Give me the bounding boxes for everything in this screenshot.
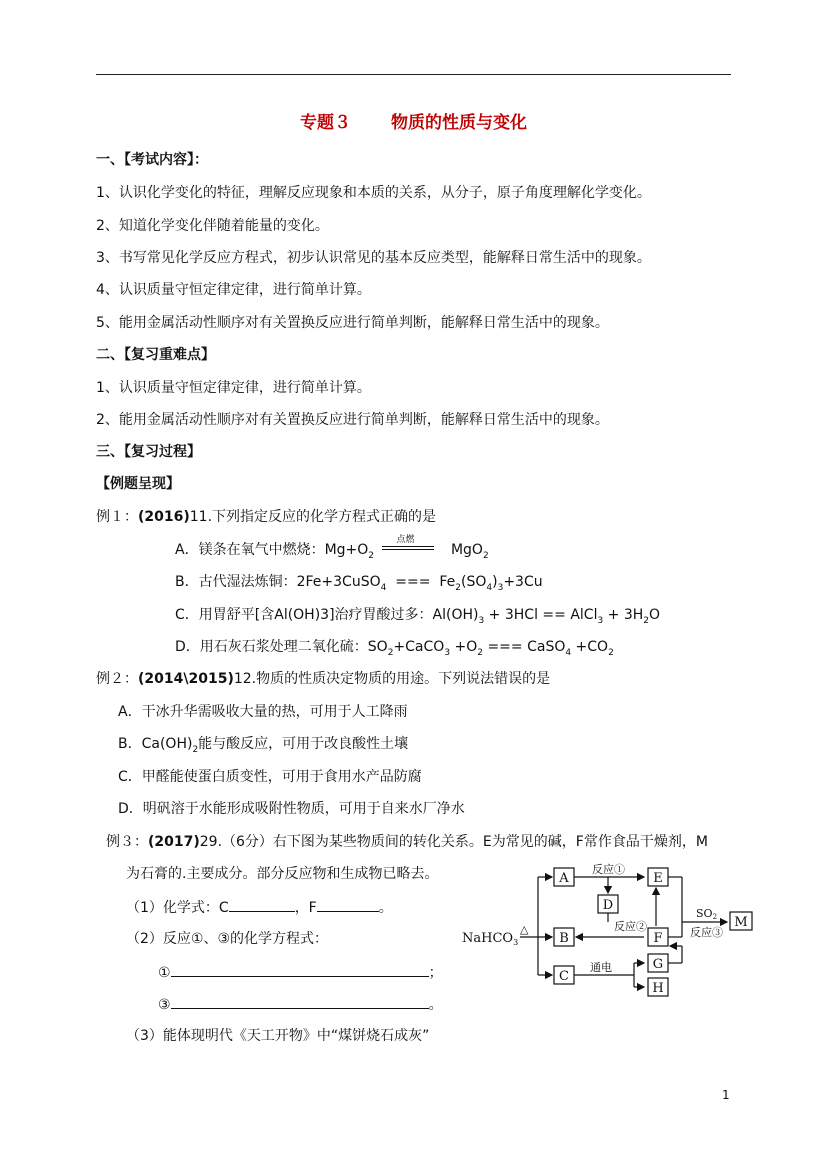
ex3-answer-line-1: ① ；: [158, 962, 443, 983]
sec1-item-1: 1、认识化学变化的特征，理解反应现象和本质的关系，从分子，原子角度理解化学变化。: [96, 185, 651, 201]
diagram-reaction-2-label: 反应②: [614, 920, 647, 933]
ex2-option-c: C．甲醛能使蛋白质变性，可用于食用水产品防腐: [118, 769, 422, 785]
node-e-label: E: [653, 871, 663, 886]
sec1-item-5: 5、能用金属活动性顺序对有关置换反应进行简单判断，能解释日常生活中的现象。: [96, 315, 609, 331]
node-d-label: D: [602, 898, 614, 913]
node-b-label: B: [559, 931, 569, 946]
ex1-option-c: C．用胃舒平[含Al(OH)3]治疗胃酸过多：$Al(OH)_3 + 3HCl$ == AlCl$_3$ + $3H_2O$: [175, 607, 661, 626]
ex1-option-d: D．用石灰石浆处理二氧化硫：$SO_2+CaCO_3 +O_2$ === CaSO$_4$ $+CO_2$: [175, 639, 614, 658]
node-h-label: H: [652, 981, 664, 996]
section-3-heading: 三、【复习过程】: [96, 444, 201, 460]
diagram-electrolysis-label: 通电: [590, 961, 612, 974]
page-number: 1: [722, 1088, 730, 1102]
reaction-diagram: [462, 860, 762, 1005]
node-a-label: A: [559, 871, 569, 886]
ex1-option-b: B．古代湿法炼铜：2Fe+3CuSO$_4$ === $Fe_2(SO_4)_3+3Cu$: [175, 574, 543, 593]
sec1-item-2: 2、知道化学变化伴随着能量的变化。: [96, 218, 329, 234]
ex3-question-3: （3）能体现明代《天工开物》中“煤饼烧石成灰”: [126, 1028, 430, 1044]
sec1-item-4: 4、认识质量守恒定律定律，进行简单计算。: [96, 282, 371, 298]
ex3-answer-line-3: ③ 。: [158, 994, 443, 1015]
ex3-question-1: （1）化学式：C ，F 。: [126, 897, 393, 918]
diagram-reaction-3-label: 反应③: [690, 926, 723, 939]
ex2-option-b: B．$Ca(OH)_2$能与酸反应，可用于改良酸性土壤: [118, 736, 409, 755]
example-3-stem: 例３：(2017)29.（6分）右下图为某些物质间的转化关系。E为常见的碱，F常作食品干燥剂，M: [106, 834, 708, 850]
example-1-stem: 例１：(2016)11.下列指定反应的化学方程式正确的是: [96, 509, 437, 525]
diagram-start-label: NaHCO$_3$: [462, 931, 519, 947]
section-1-heading: 一、【考试内容】：: [96, 152, 208, 168]
node-c-label: C: [559, 969, 569, 984]
node-f-label: F: [653, 931, 663, 946]
node-g-label: G: [652, 957, 664, 972]
diagram-reaction-1-label: 反应①: [592, 863, 625, 876]
diagram-so2-label: SO2: [696, 907, 718, 921]
example-2-stem: 例２：(2014\2015)12.物质的性质决定物质的用途。下列说法错误的是: [96, 671, 551, 687]
ex2-option-d: D．明矾溶于水能形成吸附性物质，可用于自来水厂净水: [118, 801, 465, 817]
page-title: 专题３ 物质的性质与变化: [300, 113, 527, 133]
example-heading: 【例题呈现】: [96, 476, 180, 492]
node-m-label: M: [734, 915, 748, 930]
sec1-item-3: 3、书写常见化学反应方程式，初步认识常见的基本反应类型，能解释日常生活中的现象。: [96, 250, 651, 266]
ex2-option-a: A．干冰升华需吸收大量的热，可用于人工降雨: [118, 704, 408, 720]
diagram-heat-label: △: [520, 923, 529, 936]
header-rule: [96, 74, 731, 75]
sec2-item-2: 2、能用金属活动性顺序对有关置换反应进行简单判断，能解释日常生活中的现象。: [96, 412, 609, 428]
section-2-heading: 二、【复习重难点】: [96, 347, 215, 363]
sec2-item-1: 1、认识质量守恒定律定律，进行简单计算。: [96, 380, 371, 396]
ex1-option-a: A．镁条在氧气中燃烧：$Mg+O_2$ 点燃 MgO$_2$: [175, 535, 489, 561]
ex3-question-2: （2）反应①、③的化学方程式：: [126, 931, 329, 947]
example-3-stem-2: 为石膏的.主要成分。部分反应物和生成物已略去。: [126, 866, 439, 882]
